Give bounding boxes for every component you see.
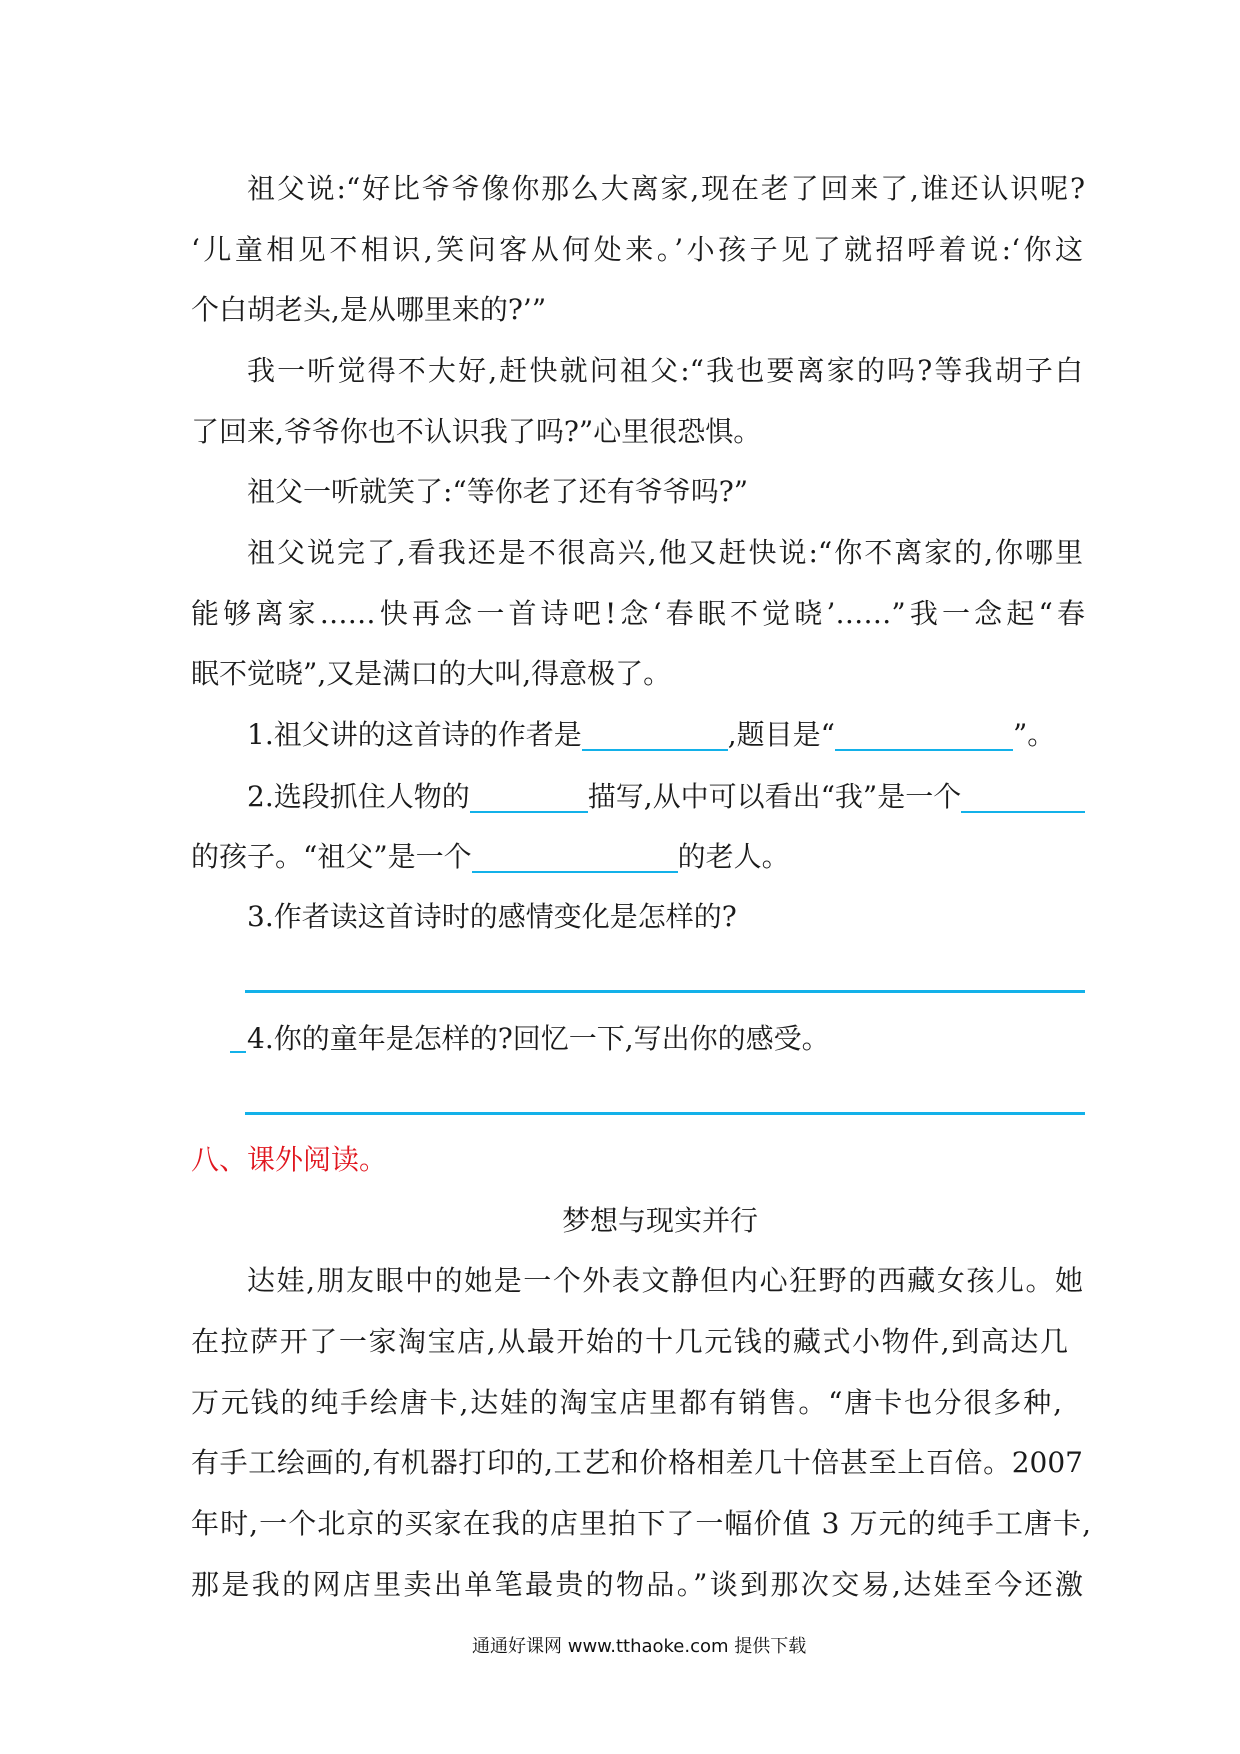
question-1-prefix: 1.祖父讲的这首诗的作者是 — [247, 718, 582, 751]
answer-blank-author — [582, 721, 728, 751]
reading-line: 达娃,朋友眼中的她是一个外表文静但内心狂野的西藏女孩儿。她 — [247, 1264, 1083, 1297]
section-heading: 八、课外阅读。 — [191, 1143, 388, 1176]
excerpt-line: 祖父一听就笑了:“等你老了还有爷爷吗?” — [247, 475, 749, 508]
question-2 — [247, 776, 1085, 816]
reading-title: 梦想与现实并行 — [562, 1204, 759, 1237]
question-2-middle: 描写,从中可以看出“我”是一个 — [587, 780, 962, 813]
excerpt-line: 祖父说:“好比爷爷像你那么大离家,现在老了回来了,谁还认识呢? — [247, 172, 1085, 205]
answer-blank-description-type — [470, 783, 588, 813]
excerpt-line: 了回来,爷爷你也不认识我了吗?”心里很恐惧。 — [191, 415, 762, 448]
answer-blank-grandfather-trait — [472, 843, 678, 873]
excerpt-line: 眠不觉晓”,又是满口的大叫,得意极了。 — [191, 657, 672, 690]
answer-line-question-4 — [245, 1112, 1085, 1115]
question-4: 4.你的童年是怎样的?回忆一下,写出你的感受。 — [247, 1022, 830, 1055]
stray-underline-mark — [230, 1051, 246, 1053]
question-3: 3.作者读这首诗时的感情变化是怎样的? — [247, 900, 737, 933]
reading-line: 在拉萨开了一家淘宝店,从最开始的十几元钱的藏式小物件,到高达几 — [191, 1325, 1068, 1358]
reading-line: 万元钱的纯手绘唐卡,达娃的淘宝店里都有销售。“唐卡也分很多种, — [191, 1386, 1062, 1419]
question-2-suffix: 的老人。 — [677, 840, 790, 873]
answer-blank-child-trait — [961, 783, 1085, 813]
footer-source: 通通好课网 www.tthaoke.com 提供下载 — [472, 1636, 807, 1657]
question-1 — [247, 715, 1055, 755]
excerpt-line: 我一听觉得不大好,赶快就问祖父:“我也要离家的吗?等我胡子白 — [247, 354, 1083, 387]
question-2-continued — [191, 837, 790, 877]
question-1-suffix: ”。 — [1012, 718, 1056, 751]
reading-line: 年时,一个北京的买家在我的店里拍下了一幅价值 3 万元的纯手工唐卡, — [191, 1507, 1091, 1540]
reading-line: 有手工绘画的,有机器打印的,工艺和价格相差几十倍甚至上百倍。2007 — [191, 1446, 1083, 1479]
reading-line: 那是我的网店里卖出单笔最贵的物品。”谈到那次交易,达娃至今还激 — [191, 1568, 1083, 1601]
excerpt-line: 个白胡老头,是从哪里来的?’” — [191, 293, 547, 326]
excerpt-line: ‘儿童相见不相识,笑问客从何处来。’小孩子见了就招呼着说:‘你这 — [191, 233, 1083, 266]
answer-blank-title — [835, 721, 1013, 751]
excerpt-line: 祖父说完了,看我还是不很高兴,他又赶快说:“你不离家的,你哪里 — [247, 536, 1083, 569]
excerpt-line: 能够离家……快再念一首诗吧!念‘春眠不觉晓’……”我一念起“春 — [191, 597, 1085, 630]
question-1-middle: ,题目是“ — [727, 718, 835, 751]
answer-line-question-3 — [245, 990, 1085, 993]
question-2-continuation: 的孩子。“祖父”是一个 — [191, 840, 472, 873]
question-2-prefix: 2.选段抓住人物的 — [247, 780, 470, 813]
